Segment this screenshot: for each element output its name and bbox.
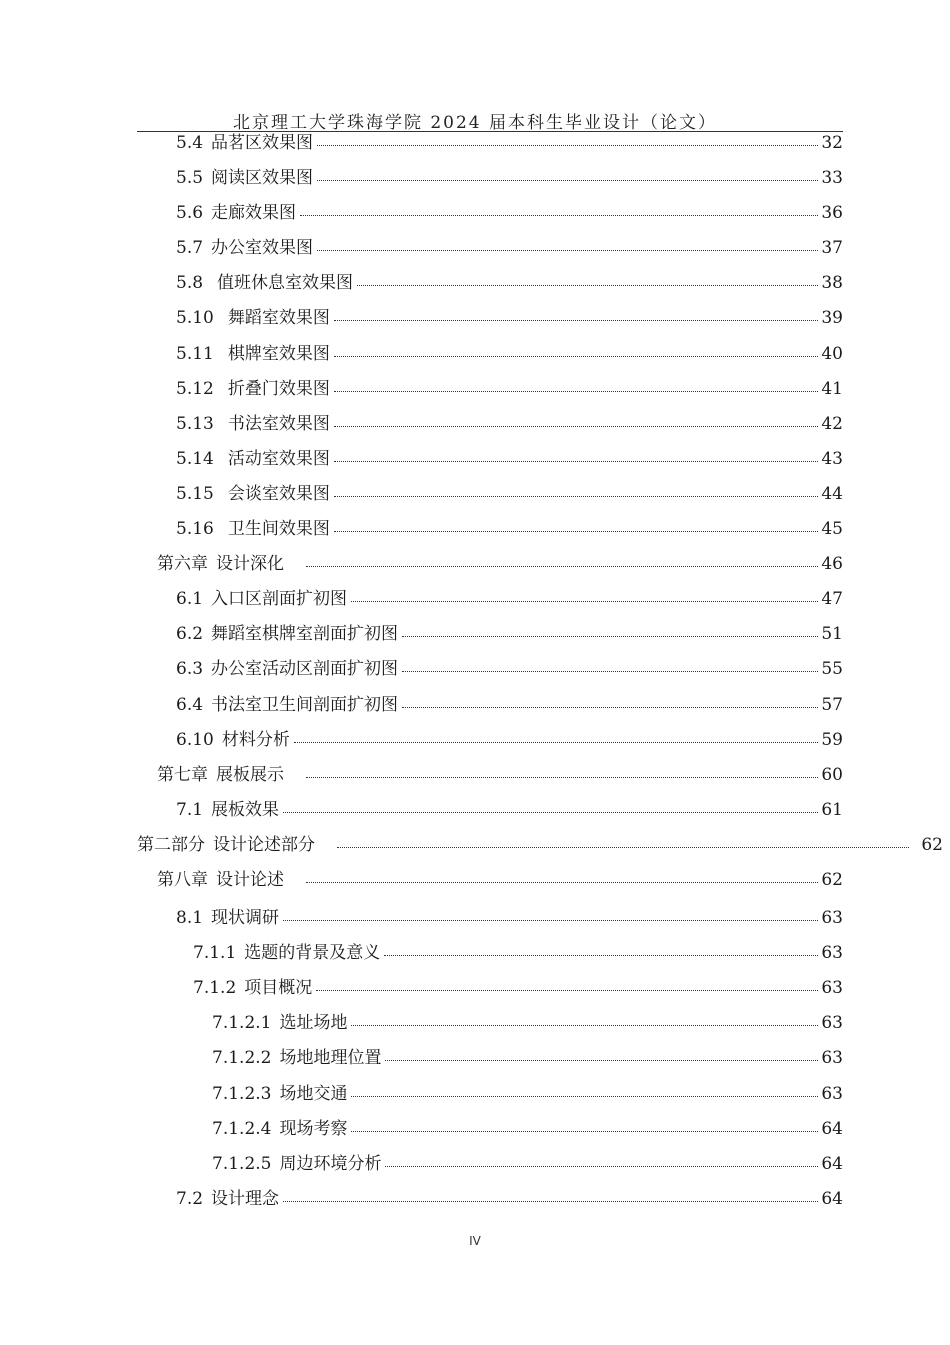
toc-entry[interactable] — [0, 301, 843, 336]
toc-entry-page: 63 — [821, 978, 843, 999]
toc-dot-leader — [283, 1201, 818, 1202]
toc-dot-leader — [300, 215, 818, 216]
toc-entry-number: 6.4 — [176, 694, 204, 715]
toc-entry-number: 7.1.2.3 — [212, 1083, 272, 1104]
toc-entry[interactable] — [0, 901, 843, 936]
toc-entry-title: 走廊效果图 — [211, 203, 297, 224]
toc-entry-title: 现状调研 — [211, 908, 280, 929]
toc-entry-number: 7.1.2.4 — [212, 1118, 272, 1139]
toc-entry-page: 64 — [821, 1153, 843, 1174]
toc-entry-title: 办公室效果图 — [211, 238, 314, 259]
toc-entry-page: 37 — [821, 238, 843, 259]
toc-entry-title: 品茗区效果图 — [211, 133, 314, 153]
toc-entry[interactable] — [0, 196, 843, 231]
toc-dot-leader — [351, 601, 818, 602]
toc-entry[interactable] — [0, 971, 843, 1006]
toc-entry[interactable] — [0, 1006, 843, 1041]
toc-entry-number: 6.10 — [176, 729, 214, 750]
toc-entry[interactable] — [0, 793, 843, 828]
toc-entry-page: 57 — [821, 694, 843, 715]
toc-entry-title: 卫生间效果图 — [227, 519, 330, 540]
toc-entry[interactable] — [0, 828, 943, 863]
toc-entry-title: 场地交通 — [279, 1083, 348, 1104]
toc-entry-page: 32 — [821, 133, 843, 153]
toc-entry-number: 7.1.2.2 — [212, 1048, 272, 1069]
toc-entry[interactable] — [0, 936, 843, 971]
toc-dot-leader — [384, 955, 818, 956]
toc-entry-page: 36 — [821, 203, 843, 224]
toc-entry-page: 33 — [821, 168, 843, 189]
toc-entry-page: 62 — [821, 869, 843, 890]
toc-entry[interactable] — [0, 1112, 843, 1147]
toc-entry[interactable] — [0, 512, 843, 547]
toc-dot-leader — [306, 882, 818, 883]
toc-dot-leader — [334, 531, 819, 532]
toc-entry-page: 63 — [821, 908, 843, 929]
toc-dot-leader — [385, 1060, 818, 1061]
toc-entry-page: 40 — [821, 343, 843, 364]
toc-entry-title: 项目概况 — [244, 978, 313, 999]
toc-dot-leader — [402, 671, 818, 672]
toc-entry-number: 第七章 — [157, 764, 208, 785]
toc-entry-title: 展板效果 — [211, 799, 280, 820]
toc-entry-number: 第二部分 — [137, 834, 205, 855]
toc-entry-title: 舞蹈室棋牌室剖面扩初图 — [211, 624, 399, 645]
toc-dot-leader — [351, 1096, 818, 1097]
toc-entry-number: 7.1.2.1 — [212, 1013, 272, 1034]
toc-entry-page: 60 — [821, 764, 843, 785]
toc-entry-title: 设计深化 — [216, 554, 284, 575]
toc-entry[interactable] — [0, 652, 843, 687]
toc-entry-title: 书法室效果图 — [227, 413, 330, 434]
toc-entry[interactable] — [0, 547, 843, 582]
toc-entry[interactable] — [0, 442, 843, 477]
toc-dot-leader — [294, 742, 819, 743]
toc-entry[interactable] — [0, 126, 843, 161]
toc-entry-number: 5.8 — [176, 273, 204, 294]
toc-entry-title: 折叠门效果图 — [227, 378, 330, 399]
toc-dot-leader — [334, 426, 819, 427]
toc-entry-page: 63 — [821, 1013, 843, 1034]
toc-entry-page: 44 — [821, 483, 843, 504]
toc-entry-page: 63 — [821, 1083, 843, 1104]
toc-entry[interactable] — [0, 1077, 843, 1112]
toc-entry-title: 阅读区效果图 — [211, 168, 314, 189]
toc-dot-leader — [317, 180, 818, 181]
toc-entry-title: 设计论述 — [216, 869, 284, 890]
toc-entry-title: 设计论述部分 — [213, 834, 315, 855]
toc-entry[interactable] — [0, 582, 843, 617]
toc-entry-number: 第八章 — [157, 869, 208, 890]
toc-entry-page: 64 — [821, 1118, 843, 1139]
toc-dot-leader — [317, 145, 818, 146]
toc-entry-number: 5.16 — [176, 519, 214, 540]
toc-entry-page: 38 — [821, 273, 843, 294]
toc-entry-page: 43 — [821, 448, 843, 469]
table-of-contents — [0, 126, 950, 1217]
toc-dot-leader — [351, 1131, 818, 1132]
page-number: IV — [469, 1234, 481, 1248]
toc-dot-leader — [283, 920, 818, 921]
toc-entry-number: 6.1 — [176, 589, 204, 610]
toc-entry-number: 5.7 — [176, 238, 204, 259]
toc-dot-leader — [334, 461, 819, 462]
toc-entry-title: 选题的背景及意义 — [244, 943, 381, 964]
toc-entry[interactable] — [0, 1147, 843, 1182]
toc-entry-title: 会谈室效果图 — [227, 483, 330, 504]
toc-entry-page: 51 — [821, 624, 843, 645]
toc-entry-number: 6.3 — [176, 659, 204, 680]
toc-entry-title: 设计理念 — [211, 1188, 280, 1209]
toc-dot-leader — [402, 636, 818, 637]
toc-dot-leader — [357, 285, 818, 286]
toc-entry-title: 材料分析 — [221, 729, 290, 750]
toc-dot-leader — [306, 777, 818, 778]
toc-entry-number: 5.11 — [176, 343, 214, 364]
toc-entry-number: 5.5 — [176, 168, 204, 189]
toc-entry-number: 7.1 — [176, 799, 204, 820]
toc-entry-title: 办公室活动区剖面扩初图 — [211, 659, 399, 680]
toc-entry-title: 舞蹈室效果图 — [227, 308, 330, 329]
toc-entry[interactable] — [0, 1041, 843, 1076]
toc-entry[interactable] — [0, 161, 843, 196]
toc-entry-title: 活动室效果图 — [227, 448, 330, 469]
toc-entry-title: 选址场地 — [279, 1013, 348, 1034]
toc-entry[interactable] — [0, 337, 843, 372]
toc-dot-leader — [334, 356, 819, 357]
toc-entry-number: 6.2 — [176, 624, 204, 645]
toc-entry-number: 5.4 — [176, 133, 204, 153]
toc-entry[interactable] — [0, 407, 843, 442]
toc-entry-page: 42 — [821, 413, 843, 434]
toc-entry-page: 55 — [821, 659, 843, 680]
toc-dot-leader — [306, 566, 818, 567]
toc-entry[interactable] — [0, 688, 843, 723]
toc-entry-title: 周边环境分析 — [279, 1153, 382, 1174]
toc-entry-number: 5.12 — [176, 378, 214, 399]
toc-entry-page: 47 — [821, 589, 843, 610]
toc-entry-number: 5.10 — [176, 308, 214, 329]
toc-entry-title: 展板展示 — [216, 764, 284, 785]
toc-entry-page: 63 — [821, 943, 843, 964]
toc-dot-leader — [337, 847, 909, 848]
toc-entry-number: 7.1.2.5 — [212, 1153, 272, 1174]
toc-entry[interactable] — [0, 723, 843, 758]
toc-entry-title: 现场考察 — [279, 1118, 348, 1139]
toc-entry-number: 5.6 — [176, 203, 204, 224]
toc-dot-leader — [316, 990, 818, 991]
toc-entry-number: 第六章 — [157, 554, 208, 575]
toc-entry[interactable] — [0, 477, 843, 512]
toc-entry-page: 41 — [821, 378, 843, 399]
toc-entry[interactable] — [0, 231, 843, 266]
toc-dot-leader — [334, 320, 819, 321]
toc-entry[interactable] — [0, 863, 843, 898]
toc-entry[interactable] — [0, 617, 843, 652]
toc-dot-leader — [351, 1025, 818, 1026]
toc-entry-page: 61 — [821, 799, 843, 820]
toc-entry[interactable] — [0, 266, 843, 301]
toc-entry[interactable] — [0, 758, 843, 793]
toc-entry-title: 值班休息室效果图 — [217, 273, 354, 294]
toc-entry-page: 63 — [821, 1048, 843, 1069]
page-header: 北京理工大学珠海学院 2024 届本科生毕业设计（论文） — [232, 113, 718, 133]
toc-entry-page: 39 — [821, 308, 843, 329]
toc-entry-title: 书法室卫生间剖面扩初图 — [211, 694, 399, 715]
toc-entry-number: 7.2 — [176, 1188, 204, 1209]
toc-entry-page: 46 — [821, 554, 843, 575]
toc-entry-page: 62 — [921, 834, 943, 855]
toc-dot-leader — [317, 250, 818, 251]
toc-entry-number: 5.15 — [176, 483, 214, 504]
toc-dot-leader — [402, 707, 818, 708]
toc-entry[interactable] — [0, 372, 843, 407]
toc-entry-number: 8.1 — [176, 908, 204, 929]
toc-dot-leader — [334, 391, 819, 392]
toc-entry-number: 5.13 — [176, 413, 214, 434]
toc-dot-leader — [385, 1166, 818, 1167]
toc-entry-page: 64 — [821, 1188, 843, 1209]
toc-dot-leader — [283, 812, 818, 813]
toc-entry-number: 5.14 — [176, 448, 214, 469]
toc-entry-title: 入口区剖面扩初图 — [211, 589, 348, 610]
toc-entry-title: 场地地理位置 — [279, 1048, 382, 1069]
toc-entry-title: 棋牌室效果图 — [227, 343, 330, 364]
toc-entry-number: 7.1.2 — [193, 978, 237, 999]
toc-dot-leader — [334, 496, 819, 497]
toc-entry-number: 7.1.1 — [193, 943, 237, 964]
toc-entry-page: 59 — [821, 729, 843, 750]
toc-entry[interactable] — [0, 1182, 843, 1217]
toc-entry-page: 45 — [821, 519, 843, 540]
